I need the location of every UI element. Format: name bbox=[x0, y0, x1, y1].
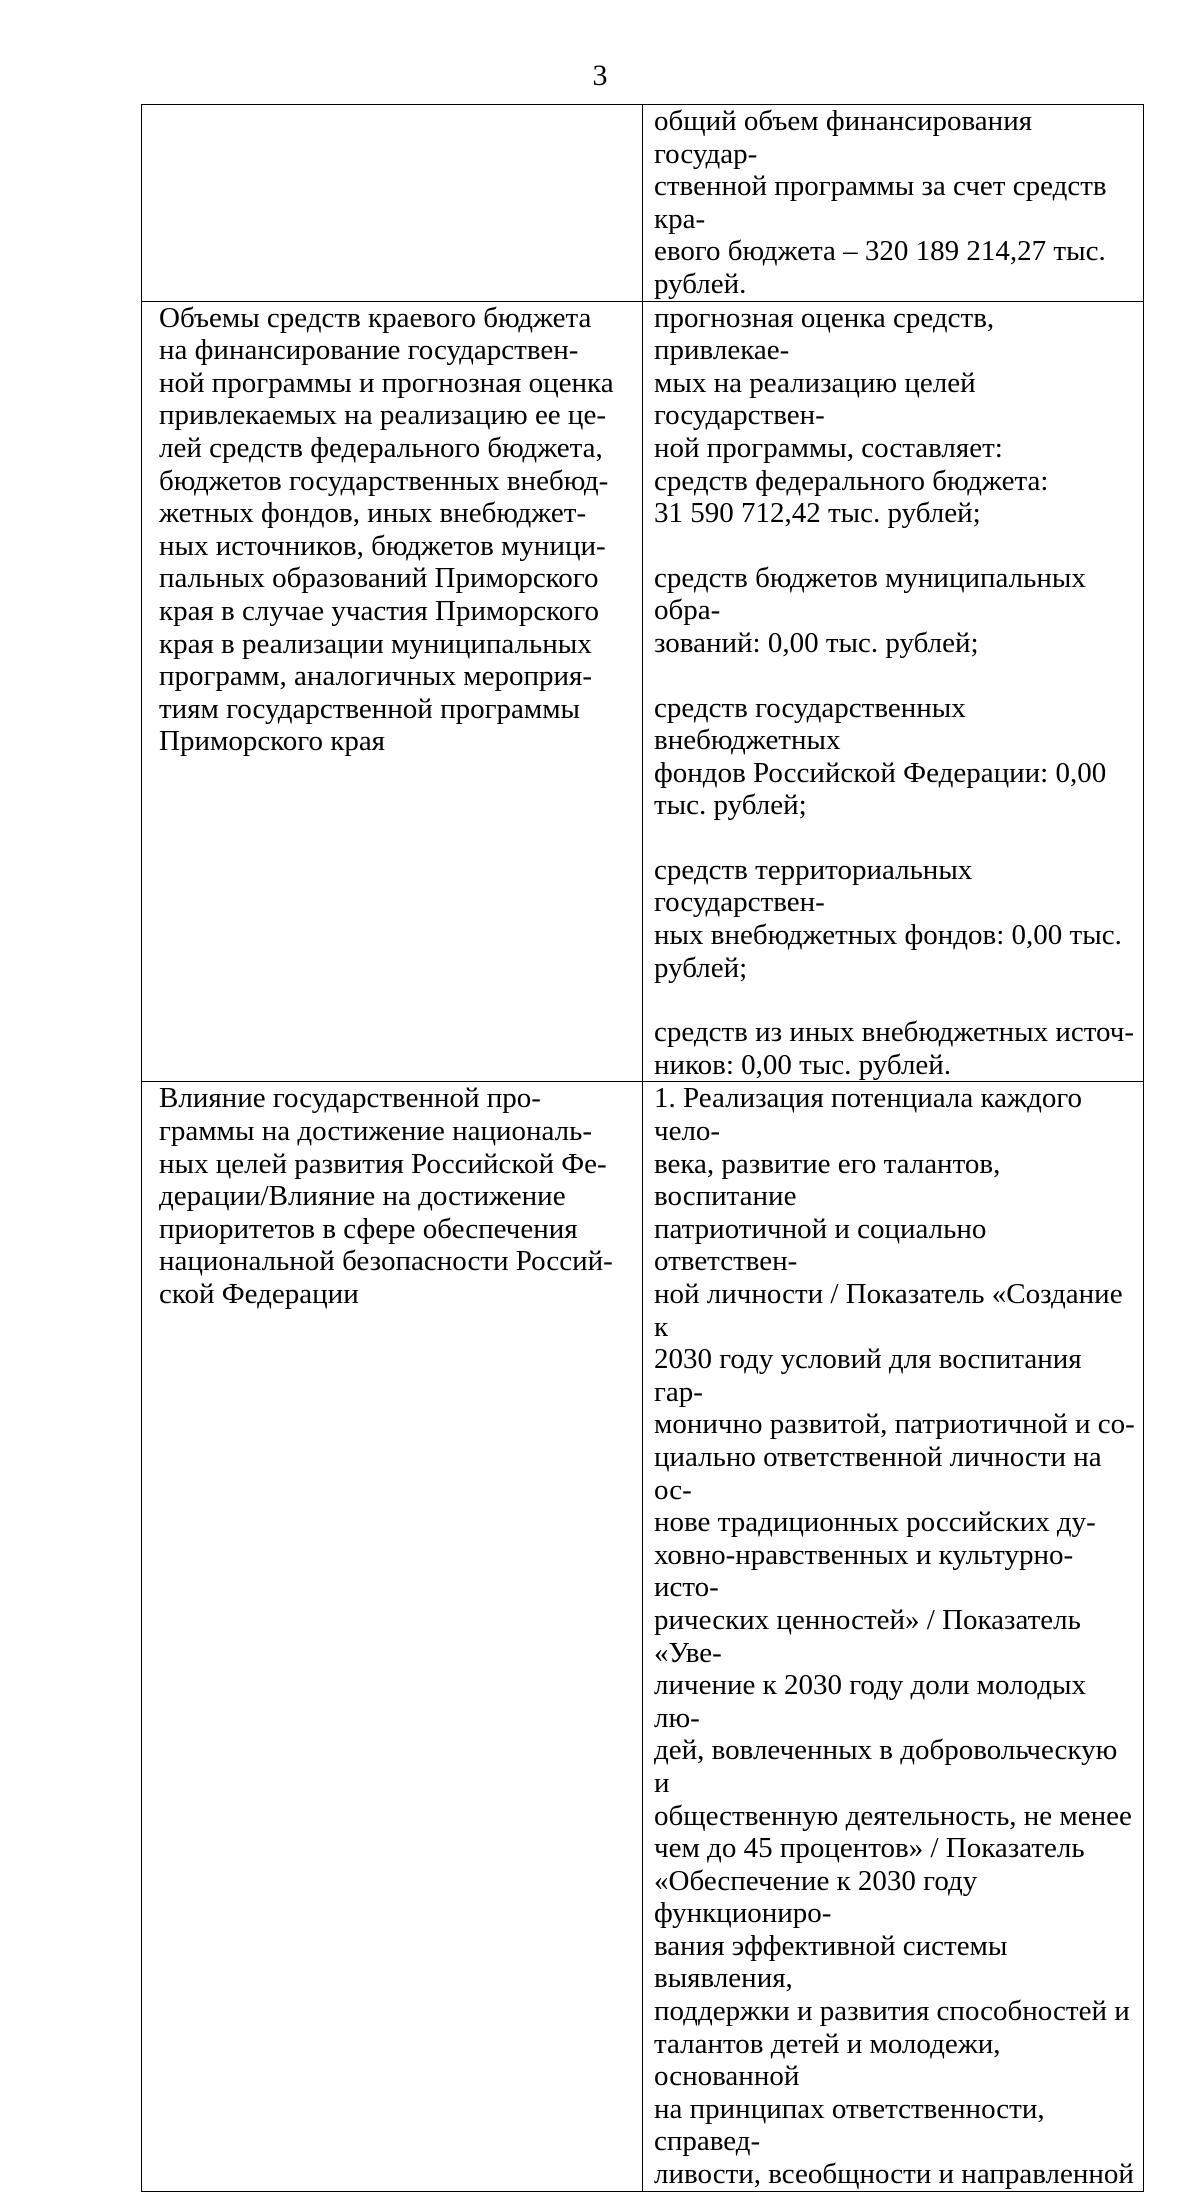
federal-budget-text: прогнозная оценка средств, привлекае- мых на реализацию целей государствен- ной программы, составляет: средств федерального бюджета: 31 590 712,42 тыс. рублей; bbox=[654, 301, 1049, 530]
table-row-total-funding bbox=[142, 105, 1144, 302]
row-value-cell bbox=[643, 105, 1144, 302]
row-label-cell bbox=[142, 1082, 643, 2191]
municipal-budget-text: средств бюджетов муниципальных обра- зований: 0,00 тыс. рублей; bbox=[654, 561, 1086, 659]
row-value-cell bbox=[643, 301, 1144, 1082]
page-number: 3 bbox=[592, 59, 608, 92]
territorial-funds-text: средств территориальных государствен- ных внебюджетных фондов: 0,00 тыс. рублей; bbox=[654, 853, 1122, 984]
program-passport-table bbox=[141, 104, 1144, 2192]
paragraph-gap bbox=[654, 984, 1135, 1016]
row-label-cell bbox=[142, 301, 643, 1082]
funding-volumes-label: Объемы средств краевого бюджета на финансирование государствен- ной программы и прогнозная оценка привлекаемых на реализацию ее це- лей средств федерального бюджета, бюджетов государственных внебюд- жетных фондов, иных внебюджет- ных источников, бюджетов муници- пальных образований Приморского края в случае участия Приморского края в реализации муниципальных программ, аналогичных мероприя- тиям государственной программы Приморского края bbox=[159, 301, 614, 758]
state-extrabudgetary-funds-text: средств государственных внебюджетных фондов Российской Федерации: 0,00 тыс. рублей; bbox=[654, 691, 1107, 822]
paragraph-gap bbox=[654, 660, 1135, 692]
paragraph-gap bbox=[654, 530, 1135, 562]
row-label-cell-empty bbox=[142, 105, 643, 302]
table-row-national-goals-impact bbox=[142, 1082, 1144, 2191]
national-goals-label: Влияние государственной про- граммы на достижение националь- ных целей развития Российской Фе- дерации/Влияние на достижение приоритетов в сфере обеспечения национальной безопасности Россий- ской Федерации bbox=[159, 1082, 613, 1310]
total-funding-text: общий объем финансирования государ- ственной программы за счет средств кра- евого бюджета – 320 189 214,27 тыс. рублей. bbox=[654, 105, 1107, 300]
row-value-cell bbox=[643, 1082, 1144, 2191]
national-goals-text: 1. Реализация потенциала каждого чело- века, развитие его талантов, воспитание патриотичной и социально ответствен- ной личности / Показатель «Создание к 2030 году условий для воспитания гар- монично развитой, патриотичной и со- циально ответственной личности на ос- нове традиционных российских ду- ховно-нравственных и культурно-исто- рических ценностей» / Показатель «Уве- личение к 2030 году доли молодых лю- дей, вовлеченных в добровольческую и общественную деятельность, не менее чем до 45 процентов» / Показатель «Обеспечение к 2030 году функциониро- вания эффективной системы выявления, поддержки и развития способностей и талантов детей и молодежи, основанной на принципах ответственности, справед- ливости, всеобщности и направленной bbox=[654, 1082, 1135, 2191]
table-row-funding-volumes bbox=[142, 301, 1144, 1082]
other-sources-text: средств из иных внебюджетных источ- ников: 0,00 тыс. рублей. bbox=[654, 1016, 1135, 1081]
paragraph-gap bbox=[654, 822, 1135, 854]
